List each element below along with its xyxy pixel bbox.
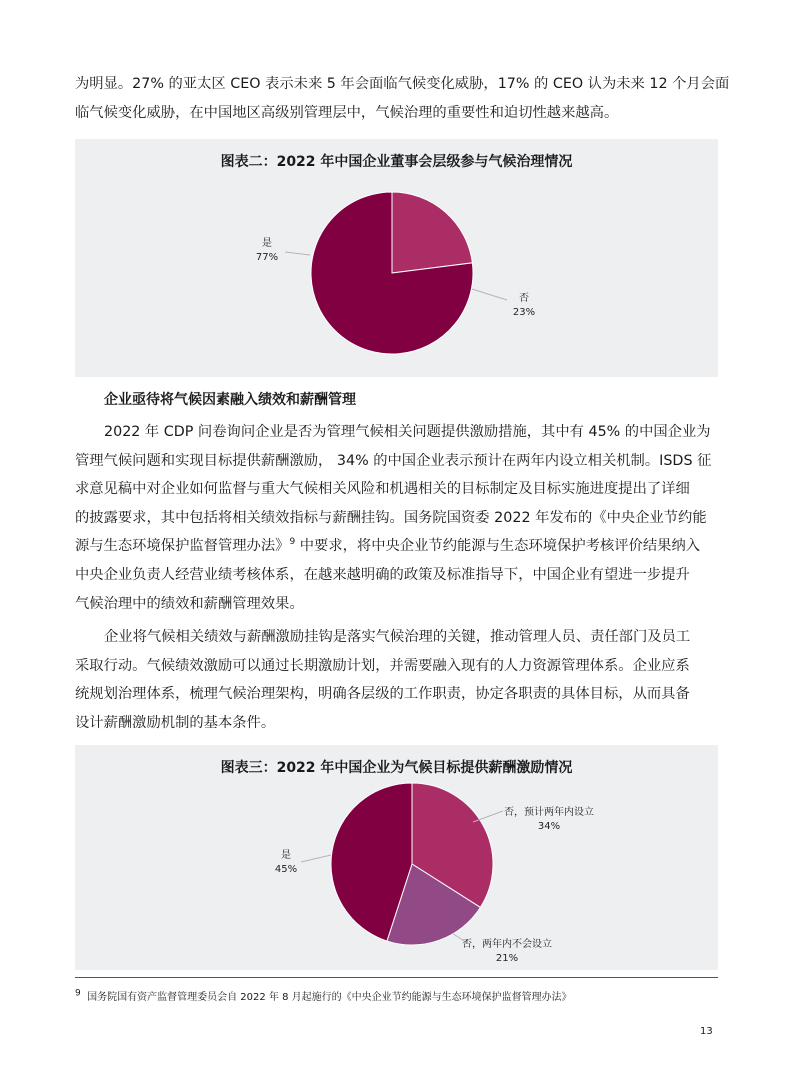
figure-3-box	[75, 745, 718, 970]
label-no-within: 否，预计两年内设立	[504, 807, 594, 818]
footnote-text: 国务院国有资产监督管理委员会自 2022 年 8 月起施行的《中央企业节约能源与生态环境保护监督管理办法》	[87, 992, 572, 1003]
p1-line-5-before: 源与生态环境保护监督管理办法》	[75, 538, 290, 555]
p1-line-4: 的披露要求，其中包括将相关绩效指标与薪酬挂钩。国务院国资委 2022 年发布的《中央企业节约能	[75, 509, 707, 526]
figure-3-title: 图表三：2022 年中国企业为气候目标提供薪酬激励情况	[220, 760, 573, 776]
label-no-not-within: 否，两年内不会设立	[462, 939, 552, 950]
footnote-divider	[75, 977, 718, 978]
value-label-yes: 45%	[274, 864, 298, 875]
section-paragraph-2	[75, 623, 718, 737]
figure-2-box	[75, 139, 718, 377]
footnote	[75, 988, 572, 1003]
p1-line-7: 气候治理中的绩效和薪酬管理效果。	[75, 595, 304, 612]
p1-line-6: 中央企业负责人经营业绩考核体系，在越来越明确的政策及标准指导下，中国企业有望进一步提升	[75, 566, 690, 583]
p2-line-4: 设计薪酬激励机制的基本条件。	[75, 714, 276, 731]
p1-line-5	[75, 532, 718, 561]
label-no: 否	[519, 293, 529, 304]
value-label-no: 23%	[512, 307, 536, 318]
intro-line-2: 临气候变化威胁，在中国地区高级别管理层中，气候治理的重要性和迫切性越来越高。	[75, 104, 619, 121]
value-label-yes: 77%	[255, 252, 279, 263]
p2-line-2: 采取行动。气候绩效激励可以通过长期激励计划，并需要融入现有的人力资源管理体系。企业应系	[75, 657, 690, 674]
leader-line-no	[472, 289, 507, 300]
figure-3-pie-chart	[75, 745, 718, 970]
p1-line-2: 管理气候问题和实现目标提供薪酬激励， 34% 的中国企业表示预计在两年内设立相关机制。ISDS 征	[75, 452, 712, 469]
footnote-reference[interactable]: 9	[289, 537, 296, 548]
label-yes: 是	[262, 238, 272, 249]
leader-line-yes	[301, 855, 331, 862]
section-heading: 企业亟待将气候因素融入绩效和薪酬管理	[104, 392, 356, 408]
pie-slice-no	[392, 192, 472, 273]
leader-line-yes	[285, 252, 310, 255]
p1-line-3: 求意见稿中对企业如何监督与重大气候相关风险和机遇相关的目标制定及目标实施进度提出了详细	[75, 481, 690, 498]
page-number: 13	[700, 1026, 713, 1037]
p2-line-1: 企业将气候相关绩效与薪酬激励挂钩是落实气候治理的关键，推动管理人员、责任部门及员工	[104, 629, 691, 645]
label-yes: 是	[281, 850, 291, 861]
p2-line-3: 统规划治理体系，梳理气候治理架构，明确各层级的工作职责，协定各职责的具体目标，从而具备	[75, 686, 690, 703]
p1-line-1: 2022 年 CDP 问卷询问企业是否为管理气候相关问题提供激励措施，其中有 45% 的中国企业为	[104, 424, 711, 440]
p1-line-5-after: 中要求，将中央企业节约能源与生态环境保护考核评价结果纳入	[295, 538, 701, 555]
footnote-marker: 9	[75, 988, 81, 999]
section-paragraph-1	[75, 418, 718, 618]
intro-line-1: 为明显。27% 的亚太区 CEO 表示未来 5 年会面临气候变化威胁，17% 的 CEO 认为未来 12 个月会面	[75, 76, 730, 92]
value-label-no-within: 34%	[537, 821, 561, 832]
intro-paragraph	[75, 70, 730, 127]
figure-2-pie-chart	[75, 139, 718, 377]
figure-2-title: 图表二：2022 年中国企业董事会层级参与气候治理情况	[220, 154, 573, 170]
value-label-no-not-within: 21%	[495, 953, 519, 964]
